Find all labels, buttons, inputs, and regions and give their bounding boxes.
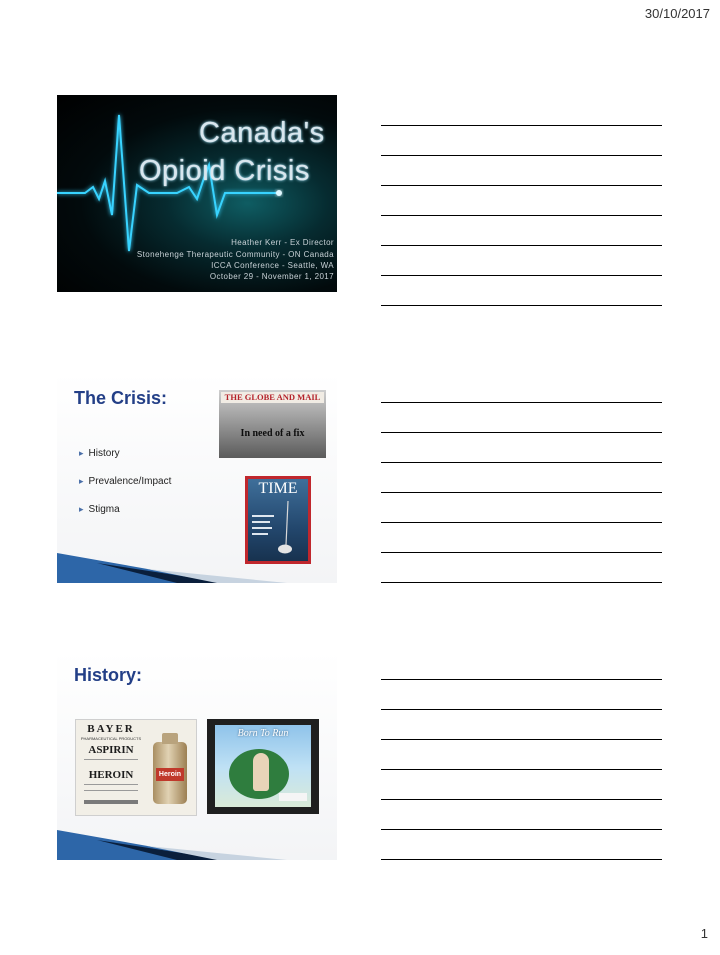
slide-heading: History: (74, 665, 143, 685)
presenter-name: Heather Kerr - Ex Director (231, 238, 334, 247)
slide-title-line2: Opioid Crisis (139, 155, 310, 187)
notes-line (381, 552, 662, 553)
notes-line (381, 582, 662, 583)
notes-line (381, 155, 662, 156)
slide-crisis-thumbnail (57, 372, 337, 583)
slide-heading: The Crisis: (74, 388, 168, 408)
newspaper-photo (219, 390, 326, 458)
notes-line (381, 799, 662, 800)
notes-line (381, 125, 662, 126)
conference-name: ICCA Conference - Seattle, WA (211, 261, 334, 270)
notes-line (381, 215, 662, 216)
notes-line (381, 769, 662, 770)
heroin-bottle (153, 742, 187, 804)
bullet-history: ▸ History (79, 448, 120, 459)
ad-heroin: HEROIN (88, 769, 134, 781)
time-magazine-cover (245, 476, 311, 564)
slide-title-line1: Canada's (199, 117, 325, 149)
notes-line (381, 739, 662, 740)
ad-subtitle: PHARMACEUTICAL PRODUCTS (80, 736, 142, 741)
notes-line (381, 829, 662, 830)
bullet-stigma: ▸ Stigma (79, 504, 120, 515)
notes-line (381, 492, 662, 493)
bullet-prevalence: ▸ Prevalence/Impact (79, 476, 171, 487)
notes-line (381, 709, 662, 710)
newspaper-headline: In need of a fix (240, 428, 305, 439)
notes-line (381, 275, 662, 276)
notes-line (381, 185, 662, 186)
spoon-icon (248, 497, 308, 561)
notes-line (381, 462, 662, 463)
notes-line (381, 859, 662, 860)
cd-album-cover (207, 719, 319, 814)
ad-aspirin: ASPIRIN (88, 744, 134, 756)
slide-title-thumbnail (57, 95, 337, 292)
conference-dates: October 29 - November 1, 2017 (209, 272, 334, 281)
notes-line (381, 522, 662, 523)
notes-line (381, 245, 662, 246)
print-date: 30/10/2017 (644, 6, 710, 21)
cd-title: Born To Run (237, 728, 289, 739)
notes-line (381, 679, 662, 680)
slide-corner-decoration (57, 553, 337, 583)
notes-line (381, 432, 662, 433)
newspaper-masthead: THE GLOBE AND MAIL (221, 392, 324, 403)
notes-line (381, 305, 662, 306)
ad-bayer: BAYER (87, 723, 135, 735)
slide-history-thumbnail (57, 651, 337, 860)
time-masthead: TIME (258, 480, 298, 497)
page-number: 1 (700, 926, 708, 941)
slide-corner-decoration (57, 830, 337, 860)
notes-line (381, 402, 662, 403)
organization-name: Stonehenge Therapeutic Community - ON Canada (136, 250, 334, 259)
bayer-heroin-advertisement (75, 719, 197, 816)
bottle-label: Heroin (156, 768, 184, 781)
